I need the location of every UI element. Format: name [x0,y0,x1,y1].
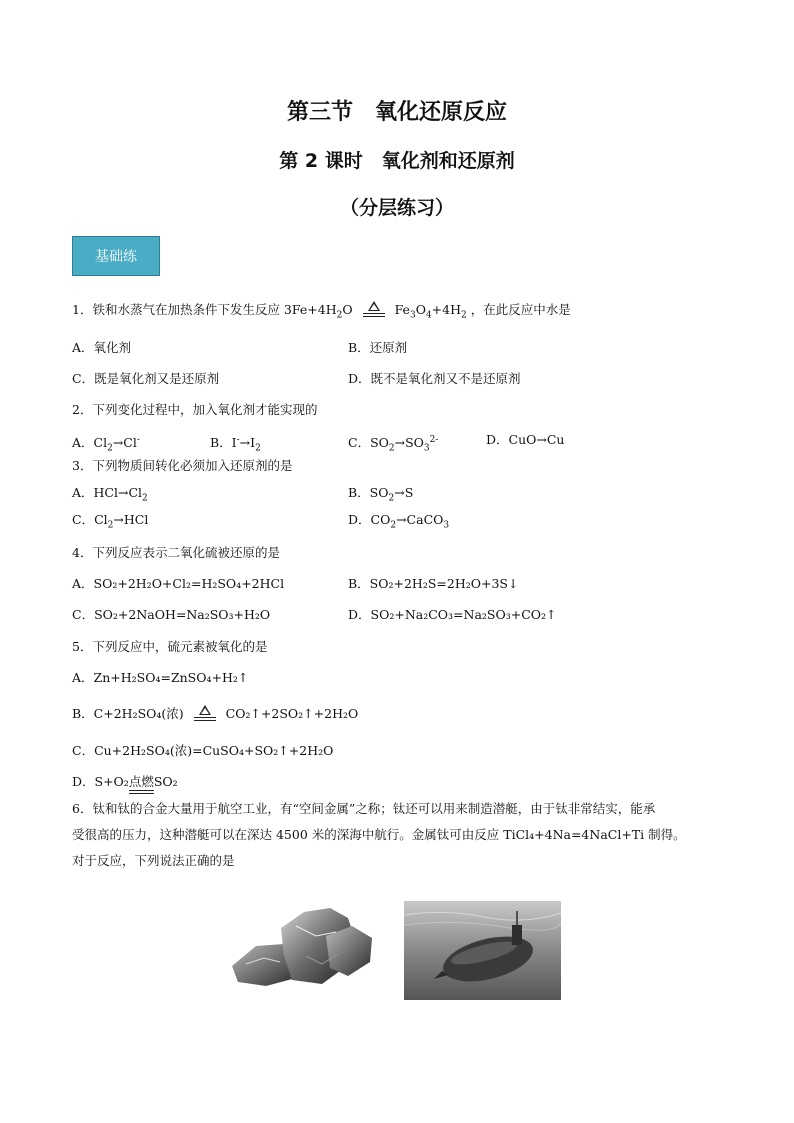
question-6-line-2: 受很高的压力，这种潜艇可以在深达 4500 米的深海中航行。金属钛可由反应 TiCl₄+4Na=4NaCl+Ti 制得。 [72,827,686,842]
question-2-option-a[interactable]: A．$Cl_2\to Cl^-$ [72,435,140,454]
lesson-subtitle: 第 2 课时 氧化剂和还原剂 [279,150,515,172]
heating-condition-icon [194,705,216,721]
question-4-option-b[interactable]: B．SO₂+2H₂S=2H₂O+3S↓ [348,576,519,591]
practice-tag: （分层练习） [339,197,454,219]
page-title: 第三节 氧化还原反应 [286,100,507,125]
question-5-option-c[interactable]: C．Cu+2H₂SO₄(浓)=CuSO₄+SO₂↑+2H₂O [72,743,334,758]
question-3-option-a[interactable]: A．$HCl\to Cl_2$ [72,485,148,504]
question-2-option-b[interactable]: B．$I^-\to I_2$ [210,435,261,454]
question-3-stem: 3．下列物质间转化必须加入还原剂的是 [72,458,293,473]
question-4-stem: 4．下列反应表示二氧化硫被还原的是 [72,545,280,560]
question-6-line-3: 对于反应，下列说法正确的是 [72,853,235,868]
question-2-stem: 2．下列变化过程中，加入氧化剂才能实现的 [72,402,318,417]
question-4-option-c[interactable]: C．SO₂+2NaOH=Na₂SO₃+H₂O [72,607,271,622]
level-badge: 基础练 [72,236,160,276]
question-1-option-a[interactable]: A．氧化剂 [72,340,132,355]
question-4-option-a[interactable]: A．SO₂+2H₂O+Cl₂=H₂SO₄+2HCl [72,576,285,591]
question-1-option-d[interactable]: D．既不是氧化剂又不是还原剂 [348,371,521,386]
question-2-option-d[interactable]: D．CuO→Cu [486,432,565,447]
question-1-stem: 1．铁和水蒸气在加热条件下发生反应 $3Fe+4H_2O$ $Fe_3O_4+4H_2$ ，在此反应中水是 [72,302,571,321]
question-6-line-1: 6．钛和钛的合金大量用于航空工业，有“空间金属”之称；钛还可以用来制造潜艇，由于钛非常结实，能承 [72,801,656,816]
question-3-option-c[interactable]: C．$Cl_2\to HCl$ [72,512,149,531]
question-2-option-c[interactable]: C．$SO_2\to SO_3^{2-}$ [348,435,439,454]
titanium-ore-image [226,906,378,990]
question-5-option-a[interactable]: A．Zn+H₂SO₄=ZnSO₄+H₂↑ [72,670,249,685]
question-1-option-c[interactable]: C．既是氧化剂又是还原剂 [72,371,220,386]
question-5-option-b[interactable]: B．C+2H₂SO₄(浓) CO₂↑+2SO₂↑+2H₂O [72,706,359,721]
question-4-option-d[interactable]: D．SO₂+Na₂CO₃=Na₂SO₃+CO₂↑ [348,607,557,622]
question-5-stem: 5．下列反应中，硫元素被氧化的是 [72,639,268,654]
question-3-option-d[interactable]: D．$CO_2\to CaCO_3$ [348,512,450,531]
question-5-option-d[interactable]: D．S+O₂点燃 SO₂ [72,773,178,791]
ignition-condition: 点燃 [129,773,154,791]
heating-condition-icon [363,301,385,317]
submarine-image [404,901,561,1000]
question-3-option-b[interactable]: B．$SO_2\to S$ [348,485,414,504]
question-1-option-b[interactable]: B．还原剂 [348,340,408,355]
